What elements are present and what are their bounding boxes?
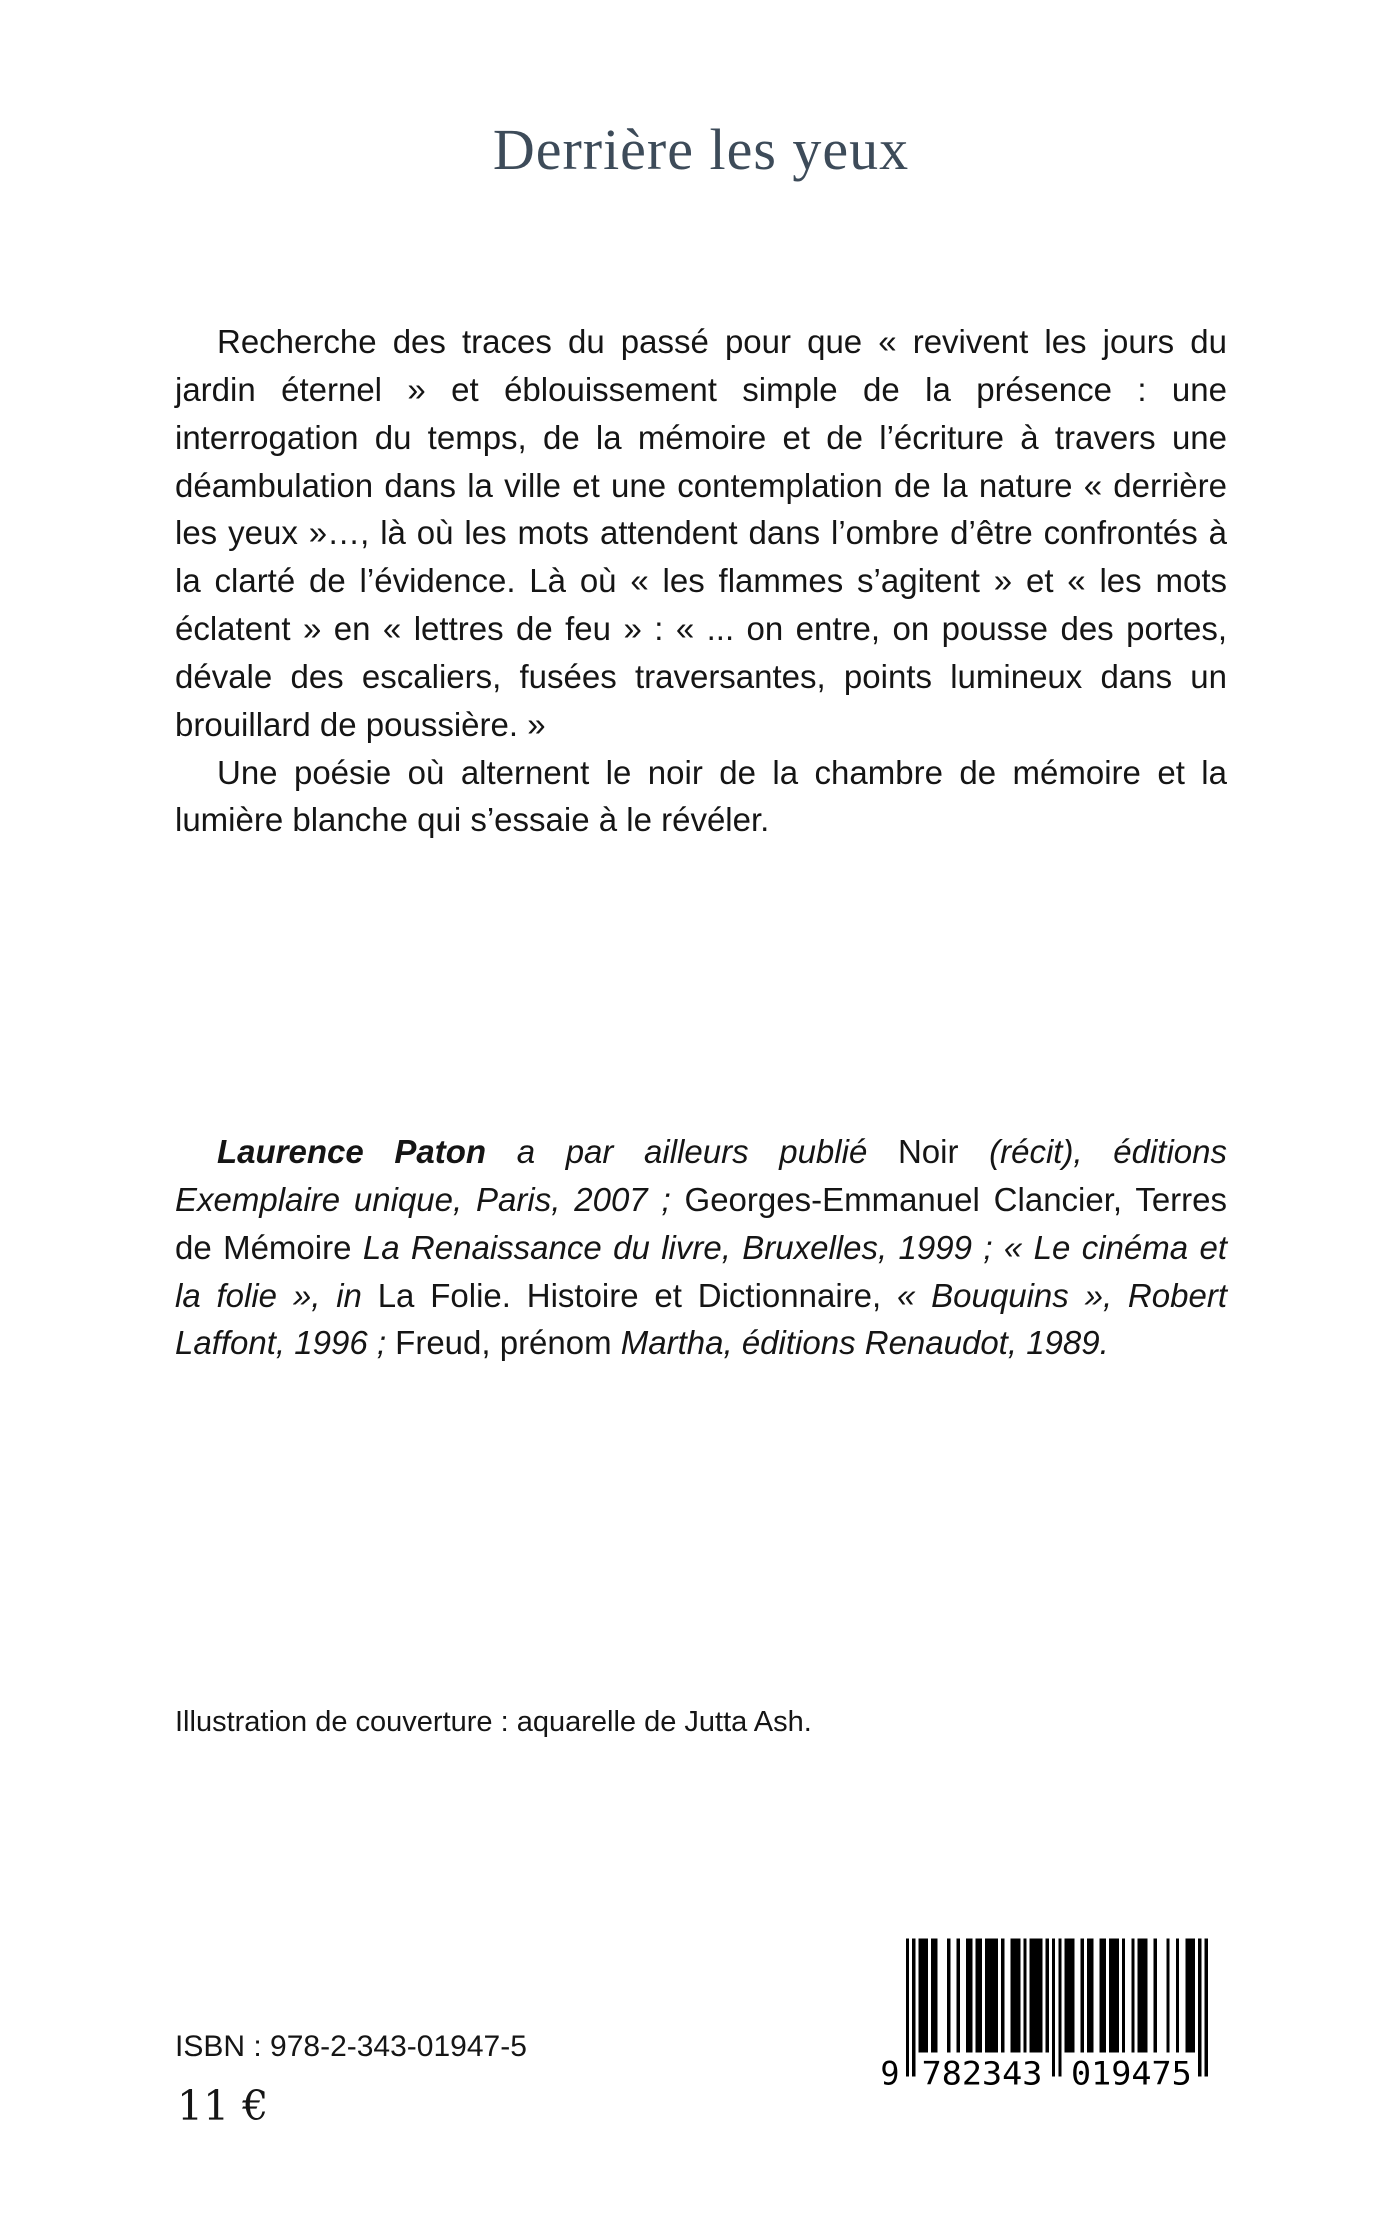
price-label: 11 € (177, 2082, 269, 2130)
text-segment: Noir (897, 1133, 990, 1170)
synopsis-block (175, 318, 1227, 844)
text-segment: Georges-Emmanuel Clancier, Terres de Mémoire (175, 1180, 1228, 1266)
text-segment: Freud, prénom (395, 1324, 621, 1362)
text-segment: (récit), éditions Exemplaire unique, Paris, 2007 ; (175, 1133, 1227, 1218)
text-segment: Martha, éditions Renaudot, 1989. (620, 1324, 1109, 1362)
text-segment: La Renaissance du livre, Bruxelles, 1999 ; « Le cinéma et la folie », in (175, 1228, 1228, 1314)
synopsis-paragraph: Une poésie où alternent le noir de la chambre de mémoire et la lumière blanche qui s’essaie à le révéler. (175, 753, 1227, 839)
ean13-barcode (874, 1938, 1214, 2088)
barcode-svg (874, 1938, 1214, 2088)
book-title: Derrière les yeux (492, 117, 910, 182)
cover-illustration-credit: Illustration de couverture : aquarelle de Jutta Ash. (175, 1706, 812, 1738)
text-segment: a par ailleurs publié (486, 1133, 898, 1170)
text-segment: Laurence Paton (217, 1133, 487, 1170)
author-bibliography (175, 1128, 1227, 1367)
synopsis-paragraph: Recherche des traces du passé pour que « revivent les jours du jardin éternel » et éblouissement simple de la présence : une interrogation du temps, de la mémoire et de l’écriture à travers une déambulation dans la ville et une contemplation de la nature « derrière les yeux »…, là où les mots attendent dans l’ombre d’être confrontés à la clarté de l’évidence. Là où « les flammes s’agitent » et « les mots éclatent » en « lettres de feu » : « ... on entre, on pousse des portes, dévale des escaliers, fusées traversantes, points lumineux dans un brouillard de poussière. » (175, 323, 1227, 743)
isbn-line: ISBN : 978-2-343-01947-5 (175, 2030, 527, 2063)
svg-text:782343: 782343 (921, 2056, 1043, 2088)
svg-text:9: 9 (880, 2056, 900, 2088)
text-segment: « Bouquins », Robert Laffont, 1996 ; (175, 1276, 1227, 1362)
text-segment: La Folie. Histoire et Dictionnaire, (377, 1276, 897, 1314)
svg-text:019475: 019475 (1071, 2056, 1192, 2088)
